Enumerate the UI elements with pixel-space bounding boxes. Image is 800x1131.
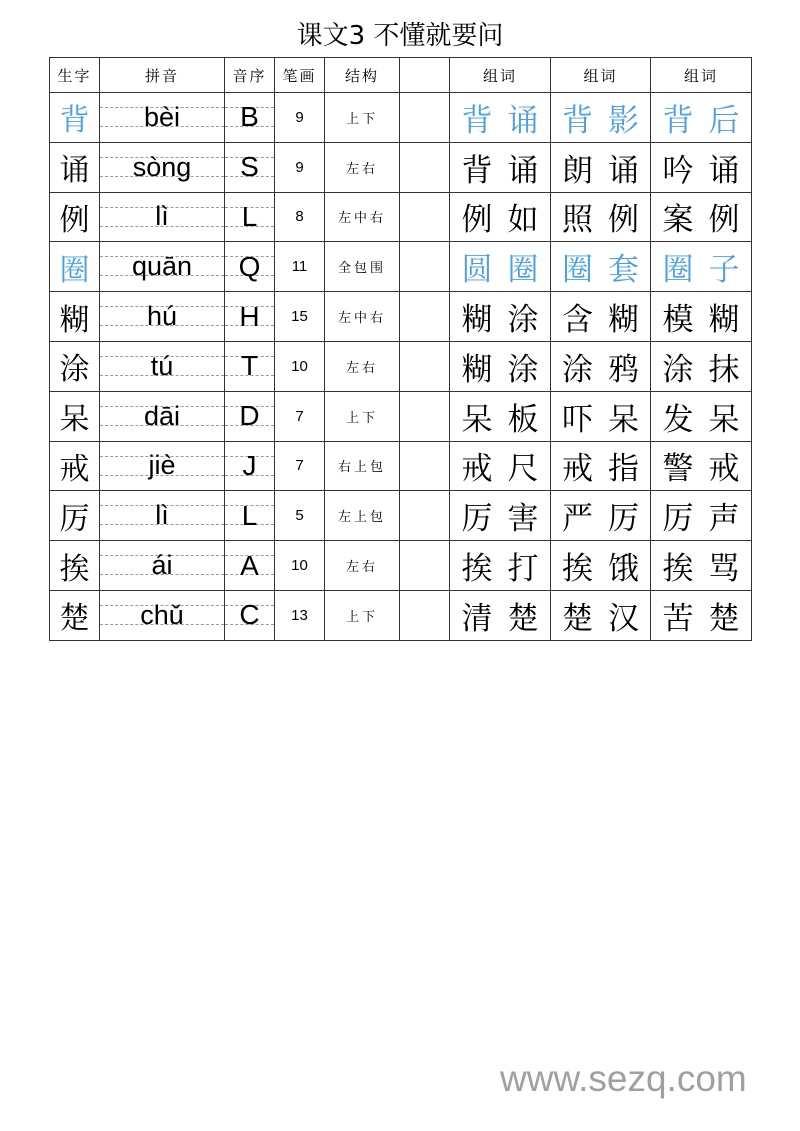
table-row xyxy=(50,441,752,491)
strokes-cell: 11 xyxy=(275,242,325,292)
table-row xyxy=(50,590,752,640)
word-char: 声 xyxy=(708,501,740,538)
word-cell xyxy=(551,192,651,242)
word-cell xyxy=(651,590,752,640)
word-char: 厉 xyxy=(461,501,493,538)
word-char: 套 xyxy=(608,252,639,289)
vocabulary-table xyxy=(49,57,752,641)
char-cell: 例 xyxy=(50,192,100,242)
table-row xyxy=(50,391,752,441)
word-char: 清 xyxy=(461,600,493,637)
word-cell xyxy=(450,142,551,192)
structure-cell: 上下 xyxy=(325,93,400,143)
strokes-cell: 15 xyxy=(275,292,325,342)
initial-cell xyxy=(225,242,275,292)
word-char: 楚 xyxy=(507,600,539,637)
pinyin-cell xyxy=(100,192,225,242)
word-char: 圈 xyxy=(562,252,593,289)
blank-cell xyxy=(400,491,450,541)
word-cell xyxy=(651,93,752,143)
structure-cell: 左中右 xyxy=(325,192,400,242)
strokes-cell: 5 xyxy=(275,491,325,541)
pinyin-text: jiè xyxy=(148,450,176,481)
word-cell xyxy=(551,292,651,342)
char-cell: 厉 xyxy=(50,491,100,541)
word-cell xyxy=(651,441,752,491)
table-row xyxy=(50,292,752,342)
word-cell xyxy=(450,441,551,491)
word-char: 抹 xyxy=(708,351,740,388)
initial-cell xyxy=(225,142,275,192)
initial-text: H xyxy=(239,300,260,332)
strokes-cell: 10 xyxy=(275,341,325,391)
word-char: 涂 xyxy=(507,302,539,339)
word-cell xyxy=(651,341,752,391)
word-cell xyxy=(551,93,651,143)
word-cell xyxy=(551,242,651,292)
word-char: 苦 xyxy=(662,600,694,637)
table-row xyxy=(50,242,752,292)
word-cell xyxy=(551,391,651,441)
word-char: 涂 xyxy=(562,351,593,388)
word-char: 打 xyxy=(507,551,539,588)
initial-cell xyxy=(225,391,275,441)
word-char: 照 xyxy=(562,202,593,239)
word-cell xyxy=(551,541,651,591)
word-char: 背 xyxy=(461,102,493,139)
pinyin-text: ái xyxy=(151,550,173,581)
strokes-cell: 7 xyxy=(275,391,325,441)
word-cell xyxy=(651,242,752,292)
word-cell xyxy=(450,391,551,441)
word-char: 呆 xyxy=(461,401,493,438)
word-char: 吓 xyxy=(562,401,593,438)
word-cell xyxy=(450,541,551,591)
word-cell xyxy=(450,590,551,640)
word-char: 背 xyxy=(662,102,694,139)
word-char: 呆 xyxy=(708,401,740,438)
table-row xyxy=(50,192,752,242)
strokes-cell: 10 xyxy=(275,541,325,591)
blank-cell xyxy=(400,192,450,242)
word-char: 挨 xyxy=(461,551,493,588)
word-char: 例 xyxy=(708,202,740,239)
word-char: 糊 xyxy=(608,302,639,339)
word-char: 诵 xyxy=(507,152,539,189)
word-char: 鸦 xyxy=(608,351,639,388)
word-cell xyxy=(651,292,752,342)
initial-text: C xyxy=(239,599,260,631)
char-cell: 呆 xyxy=(50,391,100,441)
word-char: 例 xyxy=(461,202,493,239)
structure-cell: 上下 xyxy=(325,590,400,640)
initial-text: S xyxy=(240,151,259,183)
header-words-3: 组词 xyxy=(651,58,752,93)
word-cell xyxy=(651,192,752,242)
header-pinyin: 拼音 xyxy=(100,58,225,93)
table-body xyxy=(50,93,752,641)
word-cell xyxy=(450,192,551,242)
initial-text: A xyxy=(240,549,259,581)
word-char: 吟 xyxy=(662,152,694,189)
word-char: 指 xyxy=(608,451,639,488)
word-char: 板 xyxy=(507,401,539,438)
word-char: 戒 xyxy=(708,451,740,488)
word-char: 楚 xyxy=(562,600,593,637)
word-char: 呆 xyxy=(608,401,639,438)
pinyin-text: hú xyxy=(146,301,178,332)
word-char: 楚 xyxy=(708,600,740,637)
word-cell xyxy=(551,142,651,192)
initial-text: Q xyxy=(238,250,261,282)
initial-cell xyxy=(225,341,275,391)
char-cell: 诵 xyxy=(50,142,100,192)
pinyin-text: bèi xyxy=(143,101,181,132)
word-cell xyxy=(450,242,551,292)
structure-cell: 全包围 xyxy=(325,242,400,292)
word-cell xyxy=(450,341,551,391)
blank-cell xyxy=(400,93,450,143)
page-title: 课文3 不懂就要问 xyxy=(296,21,504,51)
word-char: 圆 xyxy=(461,252,493,289)
header-char: 生字 xyxy=(50,58,100,93)
word-char: 背 xyxy=(562,102,593,139)
word-char: 圈 xyxy=(662,252,694,289)
header-blank xyxy=(400,58,450,93)
initial-cell xyxy=(225,541,275,591)
word-char: 骂 xyxy=(708,551,740,588)
char-cell: 戒 xyxy=(50,441,100,491)
initial-text: D xyxy=(239,400,260,432)
initial-text: B xyxy=(240,101,259,133)
char-cell: 背 xyxy=(50,93,100,143)
word-char: 诵 xyxy=(708,152,740,189)
word-cell xyxy=(450,491,551,541)
word-char: 子 xyxy=(708,252,740,289)
blank-cell xyxy=(400,242,450,292)
pinyin-cell xyxy=(100,491,225,541)
word-char: 发 xyxy=(662,401,694,438)
word-char: 诵 xyxy=(507,102,539,139)
structure-cell: 上下 xyxy=(325,391,400,441)
word-cell xyxy=(551,590,651,640)
table-row xyxy=(50,341,752,391)
word-char: 挨 xyxy=(562,551,593,588)
pinyin-text: lì xyxy=(155,500,169,531)
pinyin-cell xyxy=(100,242,225,292)
word-char: 尺 xyxy=(507,451,539,488)
word-char: 涂 xyxy=(662,351,694,388)
char-cell: 挨 xyxy=(50,541,100,591)
header-words-2: 组词 xyxy=(551,58,651,93)
pinyin-text: sòng xyxy=(132,151,192,182)
word-cell xyxy=(651,491,752,541)
table-row xyxy=(50,142,752,192)
header-words-1: 组词 xyxy=(450,58,551,93)
blank-cell xyxy=(400,590,450,640)
word-cell xyxy=(651,541,752,591)
initial-text: L xyxy=(241,499,258,531)
initial-cell xyxy=(225,491,275,541)
word-char: 影 xyxy=(608,102,639,139)
word-char: 糊 xyxy=(461,351,493,388)
blank-cell xyxy=(400,391,450,441)
word-char: 涂 xyxy=(507,351,539,388)
word-char: 戒 xyxy=(562,451,593,488)
strokes-cell: 8 xyxy=(275,192,325,242)
word-cell xyxy=(551,341,651,391)
initial-text: J xyxy=(242,449,257,481)
pinyin-cell xyxy=(100,142,225,192)
char-cell: 圈 xyxy=(50,242,100,292)
char-cell: 糊 xyxy=(50,292,100,342)
pinyin-cell xyxy=(100,292,225,342)
table-row xyxy=(50,541,752,591)
word-char: 警 xyxy=(662,451,694,488)
pinyin-cell xyxy=(100,341,225,391)
header-initial: 音序 xyxy=(225,58,275,93)
pinyin-cell xyxy=(100,93,225,143)
word-char: 厉 xyxy=(608,501,639,538)
strokes-cell: 7 xyxy=(275,441,325,491)
blank-cell xyxy=(400,441,450,491)
pinyin-cell xyxy=(100,590,225,640)
initial-cell xyxy=(225,192,275,242)
word-char: 模 xyxy=(662,302,694,339)
structure-cell: 左右 xyxy=(325,341,400,391)
char-cell: 楚 xyxy=(50,590,100,640)
char-cell: 涂 xyxy=(50,341,100,391)
initial-cell xyxy=(225,441,275,491)
pinyin-text: tú xyxy=(150,350,174,381)
initial-cell xyxy=(225,292,275,342)
blank-cell xyxy=(400,341,450,391)
word-char: 例 xyxy=(608,202,639,239)
header-strokes: 笔画 xyxy=(275,58,325,93)
word-char: 汉 xyxy=(608,600,639,637)
word-char: 如 xyxy=(507,202,539,239)
structure-cell: 左中右 xyxy=(325,292,400,342)
word-char: 饿 xyxy=(608,551,639,588)
word-char: 戒 xyxy=(461,451,493,488)
initial-cell xyxy=(225,93,275,143)
strokes-cell: 9 xyxy=(275,93,325,143)
word-char: 朗 xyxy=(562,152,593,189)
initial-text: L xyxy=(241,200,258,232)
header-structure: 结构 xyxy=(325,58,400,93)
word-char: 诵 xyxy=(608,152,639,189)
word-char: 糊 xyxy=(708,302,740,339)
pinyin-text: dāi xyxy=(143,400,181,431)
word-cell xyxy=(551,491,651,541)
word-char: 挨 xyxy=(662,551,694,588)
initial-text: T xyxy=(240,350,259,382)
strokes-cell: 13 xyxy=(275,590,325,640)
word-cell xyxy=(551,441,651,491)
word-char: 厉 xyxy=(662,501,694,538)
pinyin-text: quān xyxy=(131,251,193,282)
pinyin-text: chǔ xyxy=(140,599,184,630)
word-char: 圈 xyxy=(507,252,539,289)
word-char: 背 xyxy=(461,152,493,189)
word-cell xyxy=(450,93,551,143)
word-char: 糊 xyxy=(461,302,493,339)
strokes-cell: 9 xyxy=(275,142,325,192)
pinyin-cell xyxy=(100,541,225,591)
table-row xyxy=(50,491,752,541)
table-header-row xyxy=(50,58,752,93)
word-cell xyxy=(450,292,551,342)
structure-cell: 右上包 xyxy=(325,441,400,491)
word-char: 害 xyxy=(507,501,539,538)
blank-cell xyxy=(400,292,450,342)
structure-cell: 左上包 xyxy=(325,491,400,541)
structure-cell: 左右 xyxy=(325,142,400,192)
watermark: www.sezq.com xyxy=(500,1058,747,1099)
blank-cell xyxy=(400,142,450,192)
initial-cell xyxy=(225,590,275,640)
word-cell xyxy=(651,142,752,192)
word-char: 含 xyxy=(562,302,593,339)
blank-cell xyxy=(400,541,450,591)
pinyin-text: lì xyxy=(155,201,169,232)
word-char: 后 xyxy=(708,102,740,139)
word-char: 案 xyxy=(662,202,694,239)
word-char: 严 xyxy=(562,501,593,538)
table-row xyxy=(50,93,752,143)
word-cell xyxy=(651,391,752,441)
pinyin-cell xyxy=(100,391,225,441)
structure-cell: 左右 xyxy=(325,541,400,591)
pinyin-cell xyxy=(100,441,225,491)
